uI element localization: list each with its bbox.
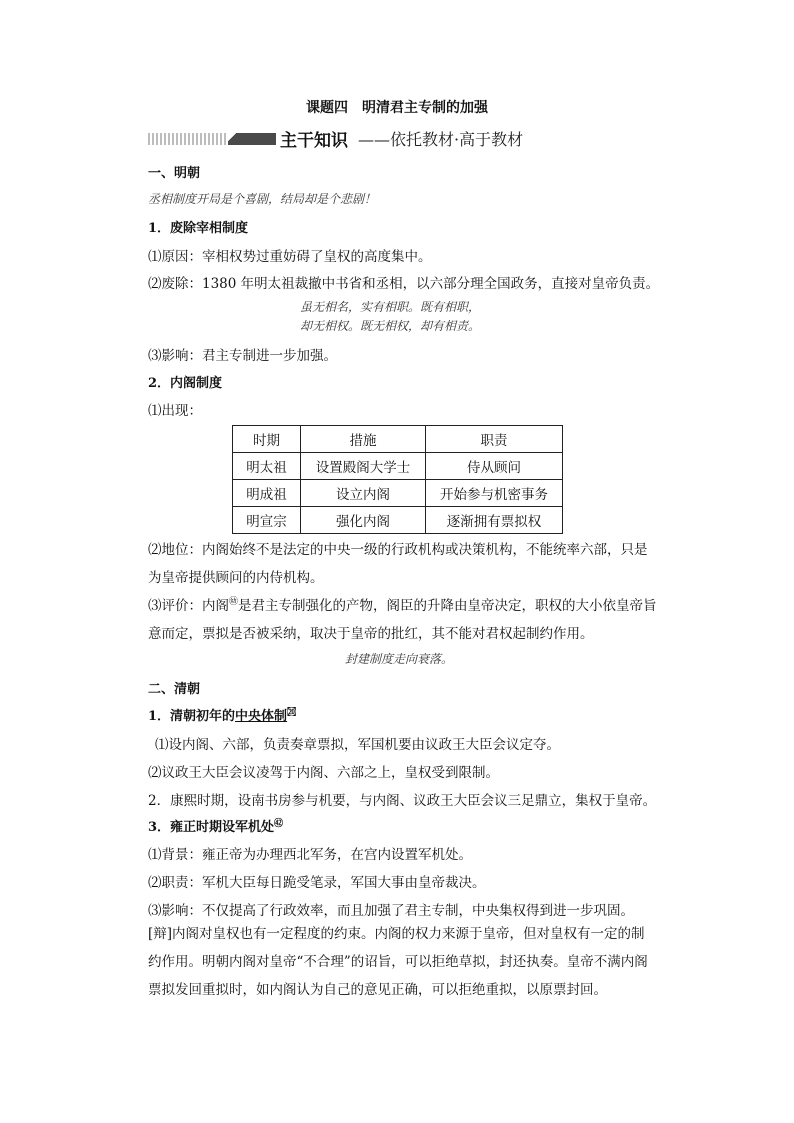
ming-s1-note-line2: 却无相权。既无相权，却有相责。	[300, 319, 481, 333]
table-row	[233, 480, 563, 507]
eval-footnote-mark: ㉅	[229, 597, 239, 607]
qing-s3-background: ⑴背景：雍正帝为办理西北军务，在宫内设置军机处。	[148, 847, 472, 863]
qing-heading: 二、清朝	[148, 682, 201, 697]
ming-s2-status-line2: 为皇帝提供顾问的内侍机构。	[148, 570, 324, 586]
table-cell: 强化内阁	[301, 507, 426, 534]
eval-prefix: ⑶评价：内阁	[148, 598, 229, 614]
qing-s1-footnote-mark: ㉉	[287, 708, 297, 718]
cabinet-table	[232, 425, 563, 534]
table-header-cell: 措施	[301, 426, 426, 453]
ming-s1-abolish: ⑵废除：1380 年明太祖裁撤中书省和丞相，以六部分理全国政务，直接对皇帝负责。	[148, 276, 660, 292]
qing-s3-duty: ⑵职责：军机大臣每日跪受笔录，军国大事由皇帝裁决。	[148, 875, 486, 891]
ming-s1-note-line1: 虽无相名，实有相职。既有相职，	[300, 300, 481, 314]
ming-s2-heading: 2．内阁制度	[148, 376, 223, 391]
table-cell: 开始参与机密事务	[426, 480, 563, 507]
table-cell: 设立内阁	[301, 480, 426, 507]
ming-s1-reason: ⑴原因：宰相权势过重妨碍了皇权的高度集中。	[148, 249, 432, 265]
qing-s1-heading-term: 中央体制	[235, 709, 288, 724]
table-header-cell: 职责	[426, 426, 563, 453]
banner-stripe-decoration	[148, 133, 228, 145]
table-cell: 逐渐拥有票拟权	[426, 507, 563, 534]
ming-s2-status-line1: ⑵地位：内阁始终不是法定的中央一级的行政机构或决策机构，不能统率六部，只是	[148, 542, 648, 558]
ming-heading: 一、明朝	[148, 166, 201, 181]
ming-s1-heading: 1．废除宰相制度	[148, 221, 249, 236]
bian-paragraph: [辩]内阁对皇权也有一定程度的约束。内阁的权力来源于皇帝，但对皇权有一定的制约作用。明朝内阁对皇帝“不合理”的诏旨，可以拒绝草拟，封还执奏。皇帝不满内阁票拟发回重拟时，如内阁认为自己的意见正确，可以拒绝重拟，以原票封回。	[148, 926, 648, 998]
ming-handwritten-note: 丞相制度开局是个喜剧，结局却是个悲剧！	[148, 192, 377, 206]
table-cell: 明太祖	[233, 453, 301, 480]
qing-s2-text: 2．康熙时期，设南书房参与机要，与内阁、议政王大臣会议三足鼎立，集权于皇帝。	[148, 793, 657, 809]
qing-s3-heading-text: 3．雍正时期设军机处	[148, 820, 275, 835]
banner-sub-text: ——依托教材·高于教材	[358, 130, 524, 149]
table-row	[233, 507, 563, 534]
qing-s3-impact: ⑶影响：不仅提高了行政效率，而且加强了君主专制，中央集权得到进一步巩固。	[148, 903, 634, 919]
banner-main-text: 主干知识	[280, 131, 348, 151]
ming-s2-appear: ⑴出现：	[148, 403, 202, 419]
table-cell: 设置殿阁大学士	[301, 453, 426, 480]
table-header-row	[233, 426, 563, 453]
ming-s2-eval-line2: 意而定，票拟是否被采纳，取决于皇帝的批红，其不能对君权起制约作用。	[148, 626, 594, 642]
table-header-cell: 时期	[233, 426, 301, 453]
page-title: 课题四 明清君主专制的加强	[306, 100, 488, 116]
ming-s1-impact: ⑶影响：君主专制进一步加强。	[148, 348, 337, 364]
table-row	[233, 453, 563, 480]
section-banner	[148, 126, 648, 154]
eval-rest: 是君主专制强化的产物，阁臣的升降由皇帝决定，职权的大小依皇帝旨	[238, 598, 657, 614]
table-cell: 明成祖	[233, 480, 301, 507]
table-cell: 侍从顾问	[426, 453, 563, 480]
qing-s3-footnote-mark: ㊷	[274, 819, 284, 829]
table-cell: 明宣宗	[233, 507, 301, 534]
ming-s2-handwritten-note: 封建制度走向衰落。	[345, 652, 454, 666]
banner-bar-decoration	[228, 133, 276, 145]
qing-s3-heading	[148, 816, 283, 835]
ming-s2-eval-line1	[148, 594, 657, 614]
qing-s1-heading	[148, 705, 296, 724]
qing-s1-p1: ⑴设内阁、六部，负责奏章票拟，军国机要由议政王大臣会议定夺。	[155, 737, 560, 753]
qing-s1-heading-prefix: 1．清朝初年的	[148, 709, 236, 724]
qing-s1-p2: ⑵议政王大臣会议凌驾于内阁、六部之上，皇权受到限制。	[148, 765, 499, 781]
